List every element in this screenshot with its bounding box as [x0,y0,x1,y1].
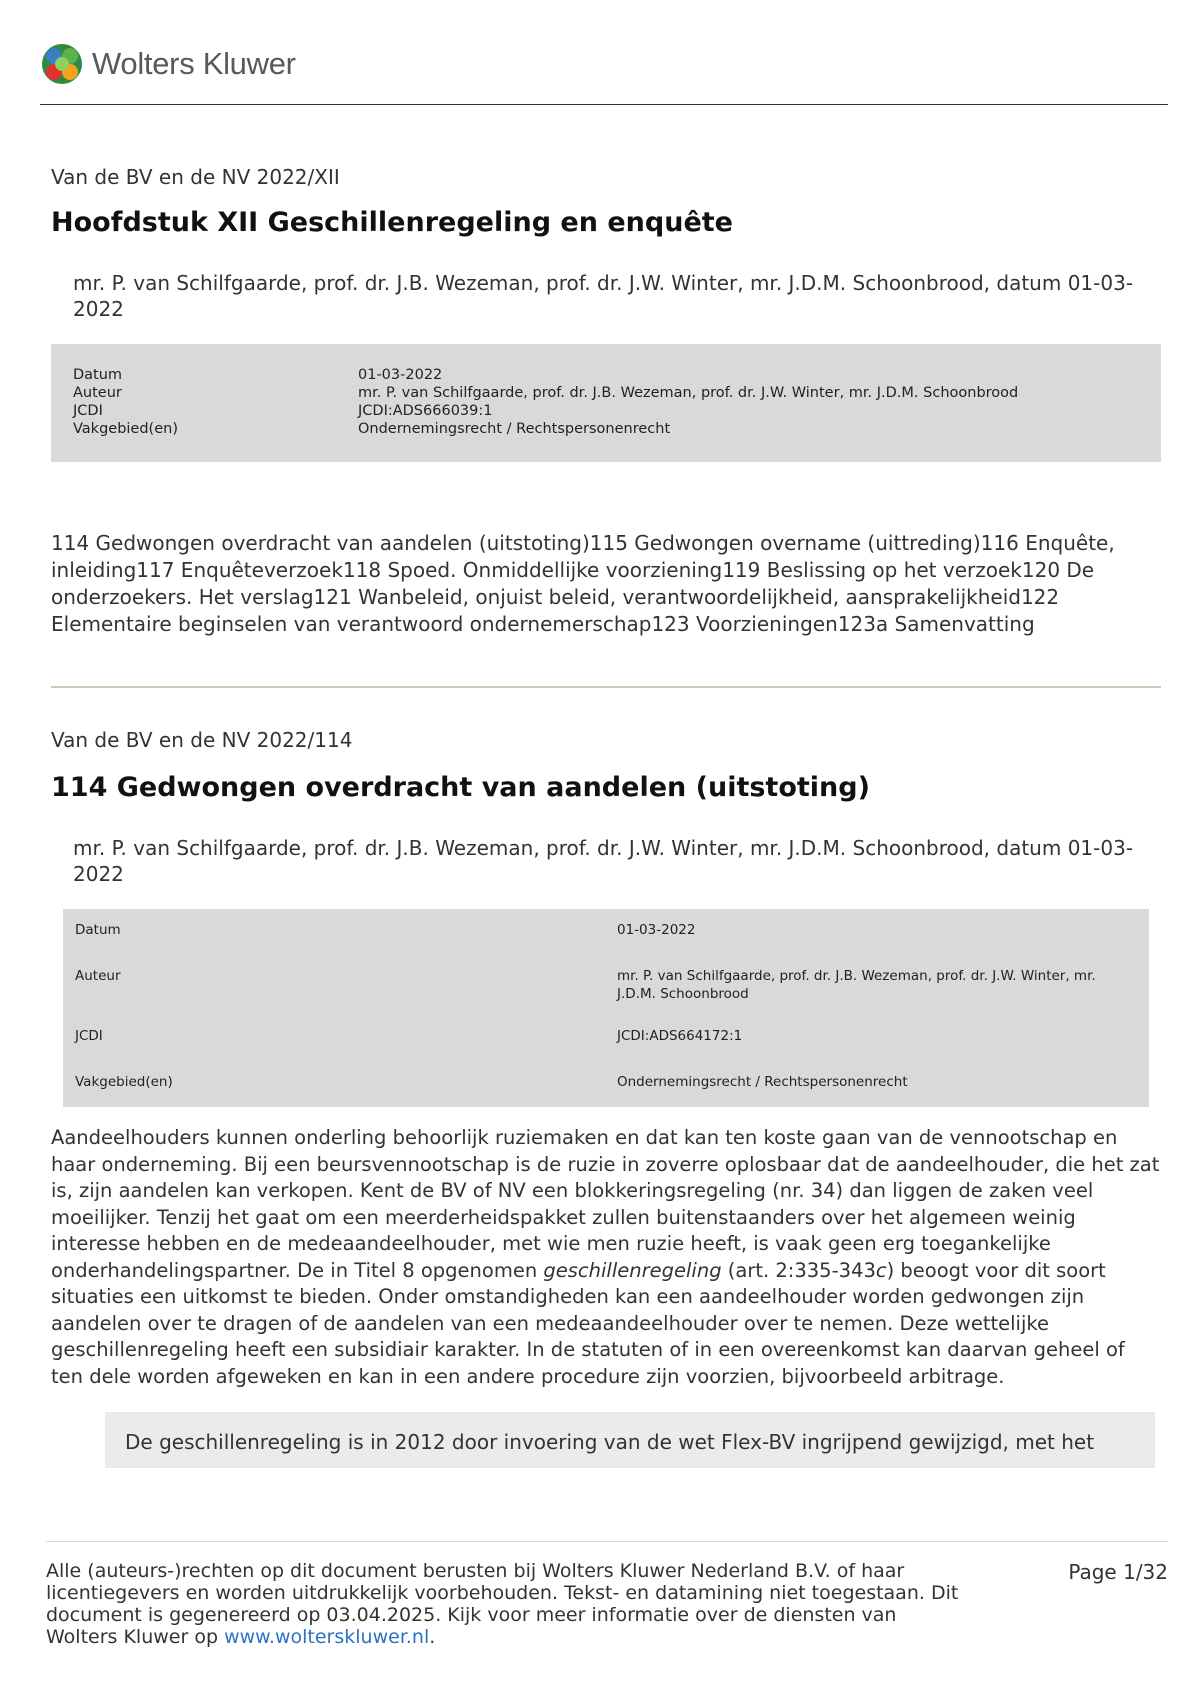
section1-title: Hoofdstuk XII Geschillenregeling en enquête [51,207,733,238]
body-italic-term: geschillenregeling [543,1258,722,1282]
metadata-value: JCDI:ADS664172:1 [617,1028,743,1044]
metadata-row [73,384,1139,402]
page-footer [46,1541,1168,1648]
metadata-row [75,1069,1137,1101]
body-text: (art. 2:335-343 [721,1258,876,1282]
metadata-row [75,917,1137,949]
page-header [40,42,1168,105]
metadata-label: Datum [73,367,123,383]
metadata-label: Auteur [73,385,122,401]
section-divider [51,686,1161,688]
logo-globe-icon [40,42,84,86]
note-box: De geschillenregeling is in 2012 door invoering van de wet Flex-BV ingrijpend gewijzigd, met het [105,1412,1155,1468]
metadata-label: Vakgebied(en) [73,421,178,437]
section2-source: Van de BV en de NV 2022/114 [51,728,353,752]
metadata-label: JCDI [73,403,103,419]
metadata-value: Ondernemingsrecht / Rechtspersonenrecht [617,1074,908,1090]
metadata-label: Vakgebied(en) [75,1074,173,1090]
wolterskluwer-link[interactable]: www.wolterskluwer.nl [224,1626,430,1648]
body-paragraph [51,1125,1161,1390]
metadata-value: 01-03-2022 [617,922,696,938]
logo-text: Wolters Kluwer [92,46,296,81]
footer-text: Alle (auteurs-)rechten op dit document berusten bij Wolters Kluwer Nederland B.V. of haar licentiegevers en worden uitdrukkelijk voorbehouden. Tekst- en datamining niet toegestaan. Dit document is gegenereerd op 03.04.2025. Kijk voor meer informatie over de diensten van Wolters Kluwer op [46,1560,959,1648]
section2-authors: mr. P. van Schilfgaarde, prof. dr. J.B. Wezeman, prof. dr. J.W. Winter, mr. J.D.M. Schoonbrood, datum 01-03-2022 [73,836,1134,886]
section1-authors: mr. P. van Schilfgaarde, prof. dr. J.B. Wezeman, prof. dr. J.W. Winter, mr. J.D.M. Schoonbrood, datum 01-03-2022 [73,271,1134,321]
page-number: Page 1/32 [1068,1560,1168,1584]
section2-metadata-box [63,909,1149,1107]
metadata-row [75,1023,1137,1055]
metadata-row [75,963,1137,1009]
body-italic-letter: c [875,1258,887,1282]
footer-text-end: . [429,1626,436,1648]
metadata-label: Auteur [75,968,121,984]
body-text: ) beoogt voor dit soort situaties een uitkomst te bieden. Onder omstandigheden kan een aandeelhouder worden gedwongen zijn aandelen over te dragen of de aandelen van een medeaandeelhouder over te nemen. Deze wettelijke geschillenregeling heeft een subsidiair karakter. In de statuten of in een overeenkomst kan daarvan geheel of ten dele worden afgeweken en kan in een andere procedure zijn voorzien, bijvoorbeeld arbitrage. [51,1258,1125,1388]
metadata-row [73,420,1139,438]
section1-metadata-box [51,344,1161,462]
document-content [51,165,1161,1468]
table-of-contents: 114 Gedwongen overdracht van aandelen (uitstoting)115 Gedwongen overname (uittreding)116 Enquête, inleiding117 Enquêteverzoek118 Spoed. Onmiddellijke voorziening119 Beslissing op het verzoek120 De onderzoekers. Het verslag121 Wanbeleid, onjuist beleid, verantwoordelijkheid, aansprakelijkheid122 Elementaire beginselen van verantwoord ondernemerschap123 Voorzieningen123a Samenvatting [51,531,1115,636]
metadata-row [73,402,1139,420]
metadata-value: Ondernemingsrecht / Rechtspersonenrecht [358,421,671,437]
copyright-notice [46,1560,966,1648]
section1-source: Van de BV en de NV 2022/XII [51,165,340,189]
metadata-label: Datum [75,922,121,938]
section2-title: 114 Gedwongen overdracht van aandelen (uitstoting) [51,772,870,803]
metadata-value: 01-03-2022 [358,367,443,383]
metadata-value: mr. P. van Schilfgaarde, prof. dr. J.B. Wezeman, prof. dr. J.W. Winter, mr. J.D.M. Schoonbrood [358,385,1019,401]
metadata-label: JCDI [75,1028,103,1044]
metadata-value: mr. P. van Schilfgaarde, prof. dr. J.B. Wezeman, prof. dr. J.W. Winter, mr. J.D.M. Schoonbrood [617,968,1096,1002]
body-text: Aandeelhouders kunnen onderling behoorlijk ruziemaken en dat kan ten koste gaan van de vennootschap en haar onderneming. Bij een beursvennootschap is de ruzie in zoverre oplosbaar dat de aandeelhouder, die het zat is, zijn aandelen kan verkopen. Kent de BV of NV een blokkeringsregeling (nr. 34) dan liggen de zaken veel moeilijker. Tenzij het gaat om een meerderheidspakket zullen buitenstaanders over het algemeen weinig interesse hebben en de medeaandeelhouder, met wie men ruzie heeft, is vaak geen erg toegankelijke onderhandelingspartner. De in Titel 8 opgenomen [51,1126,1160,1282]
wolters-kluwer-logo[interactable] [40,42,1168,86]
metadata-row [73,366,1139,384]
metadata-value: JCDI:ADS666039:1 [358,403,493,419]
